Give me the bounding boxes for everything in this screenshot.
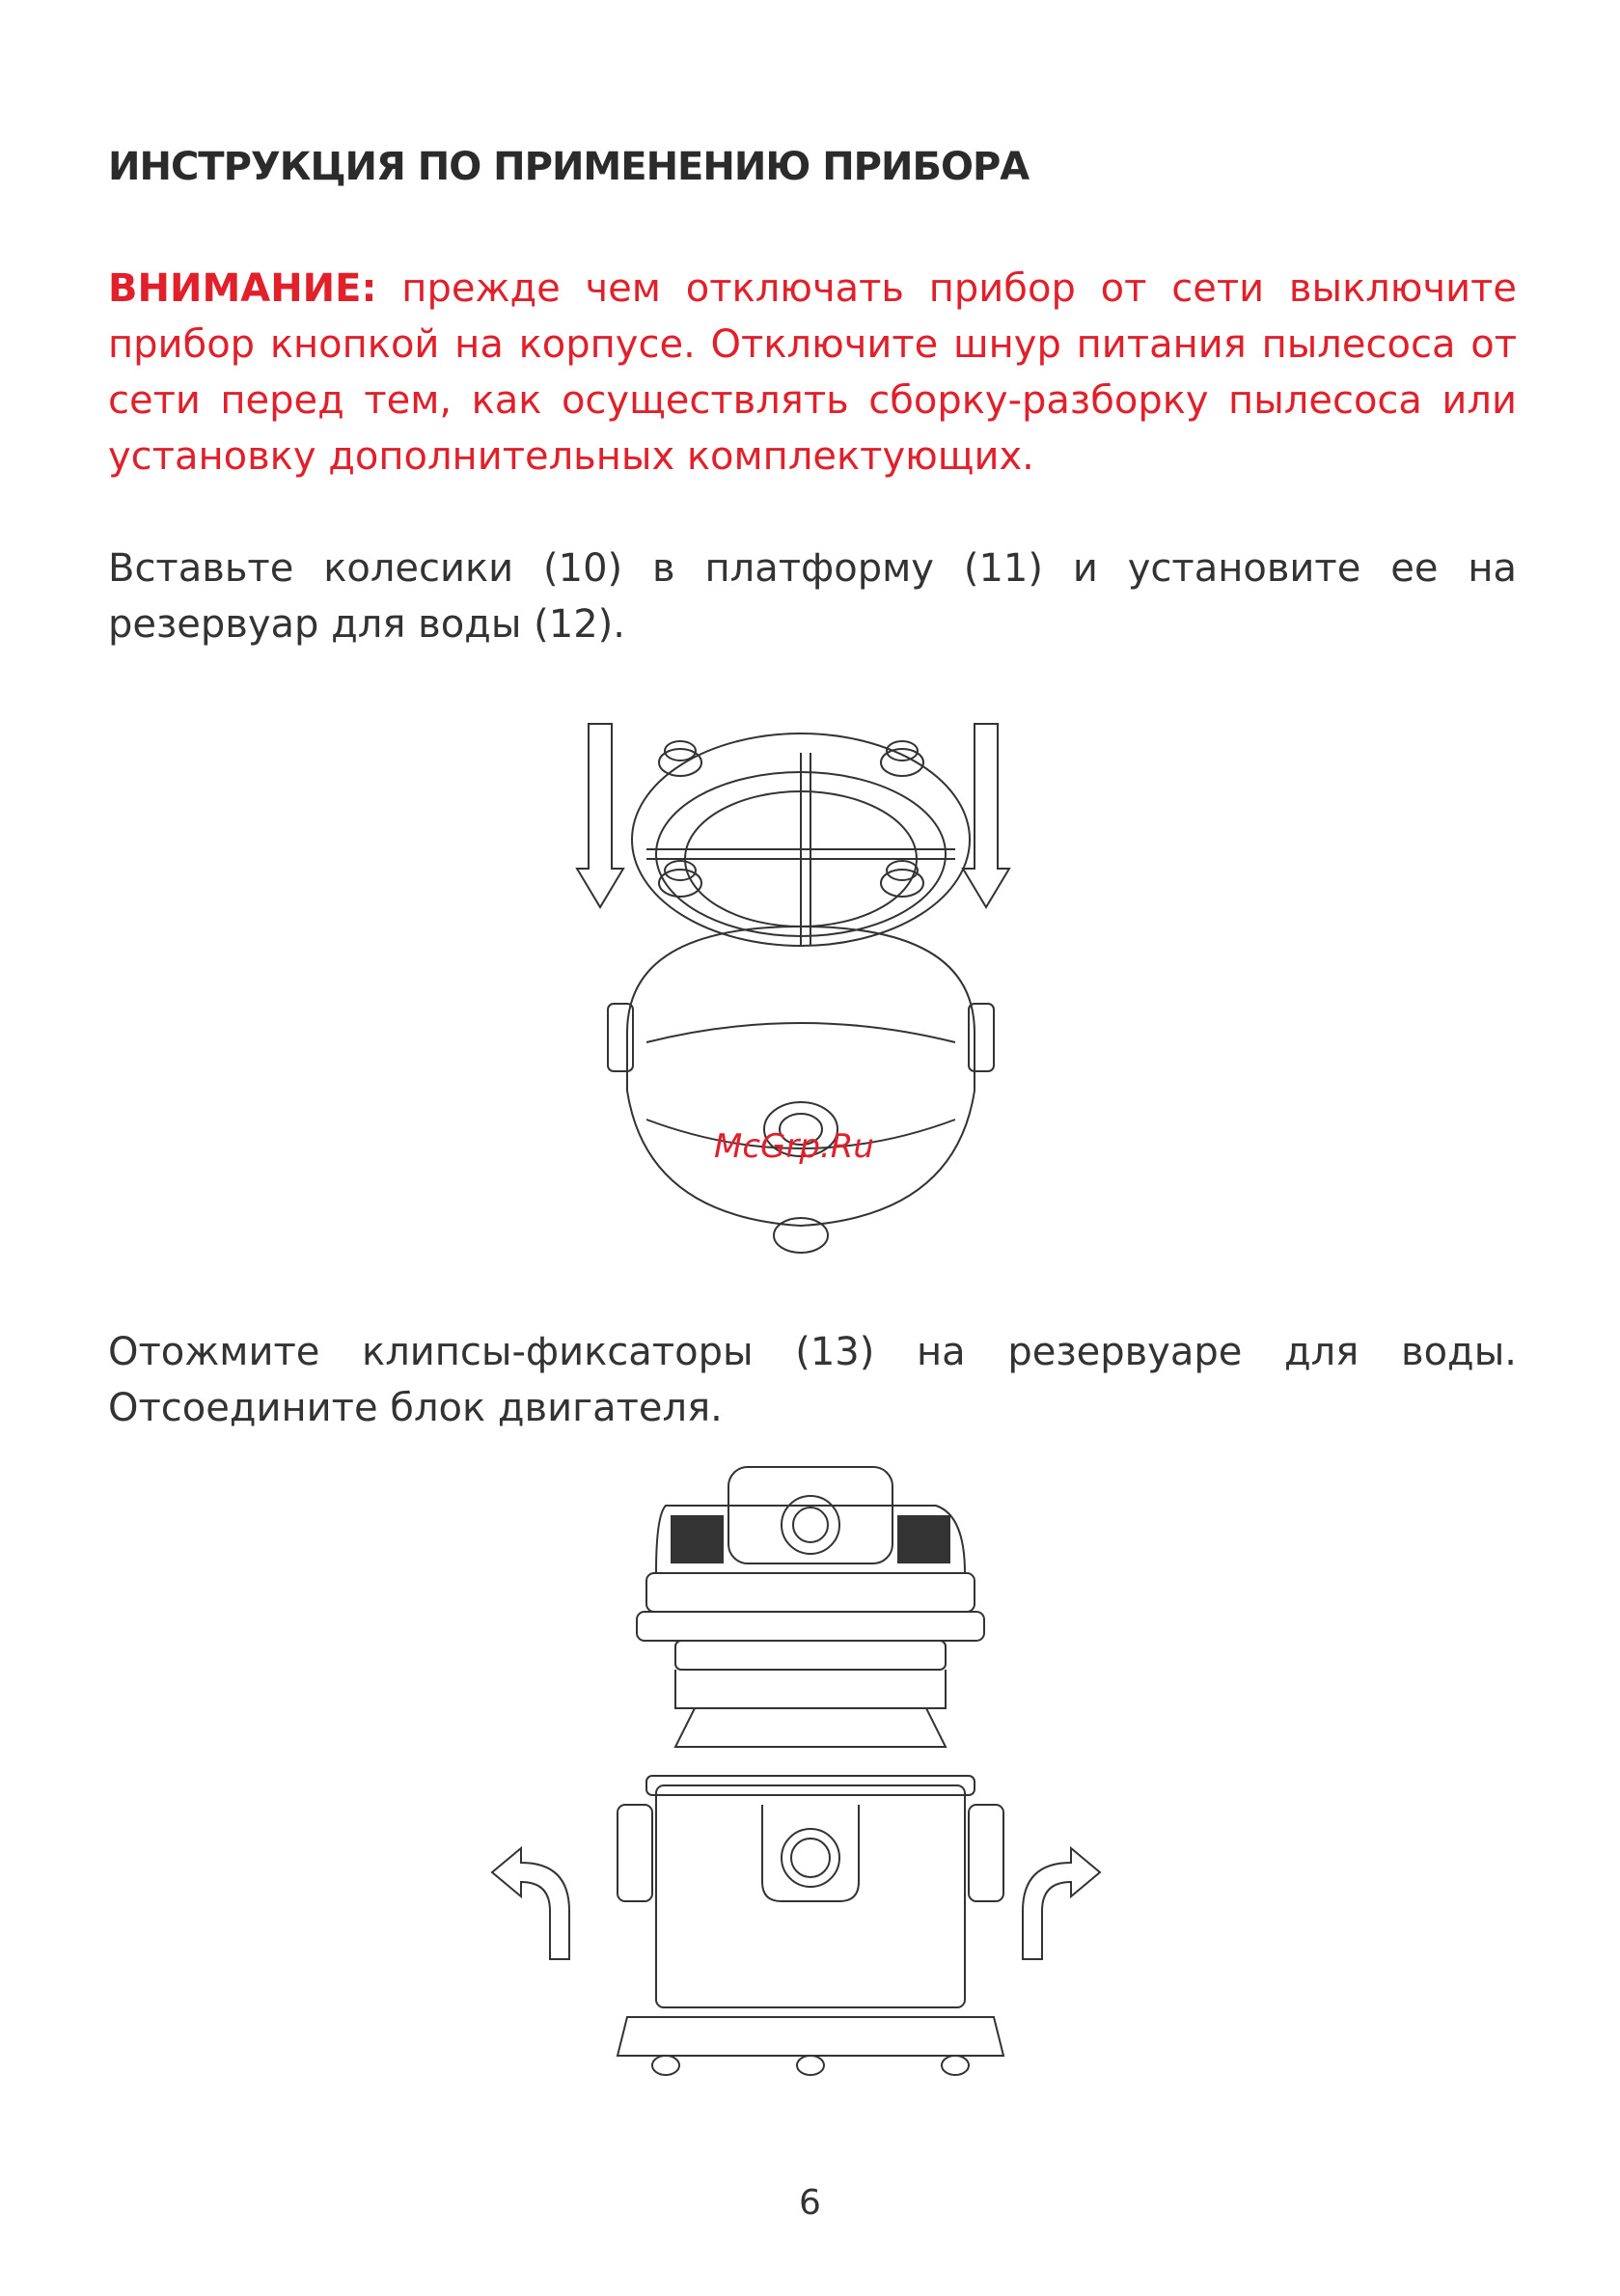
page-number: 6 xyxy=(799,2183,821,2223)
release-arrow-right-icon xyxy=(1023,1848,1100,1959)
wheels-platform-illustration xyxy=(569,714,1032,1293)
step-1-text: Вставьте колесики (10) в платформу (11) и установите ее на резервуар для воды (12). xyxy=(108,546,1517,647)
step-2-text: Отожмите клипсы-фиксаторы (13) на резервуаре для воды. Отсоедините блок двигателя. xyxy=(108,1330,1517,1430)
release-arrow-left-icon xyxy=(492,1848,569,1959)
page-heading: ИНСТРУКЦИЯ ПО ПРИМЕНЕНИЮ ПРИБОРА xyxy=(108,145,1030,189)
down-arrow-left-icon xyxy=(577,724,623,907)
warning-text: прежде чем отключать прибор от сети выключите прибор кнопкой на корпусе. Отключите шнур питания пылесоса от сети перед тем, как осуществлять сборку-разборку пылесоса или установку дополнительных комплектующих. xyxy=(108,266,1518,479)
warning-paragraph xyxy=(108,261,1517,484)
motor-block-illustration xyxy=(482,1457,1139,2114)
watermark: McGrp.Ru xyxy=(714,1127,874,1166)
down-arrow-right-icon xyxy=(963,724,1009,907)
warning-label: ВНИМАНИЕ: xyxy=(108,266,377,311)
